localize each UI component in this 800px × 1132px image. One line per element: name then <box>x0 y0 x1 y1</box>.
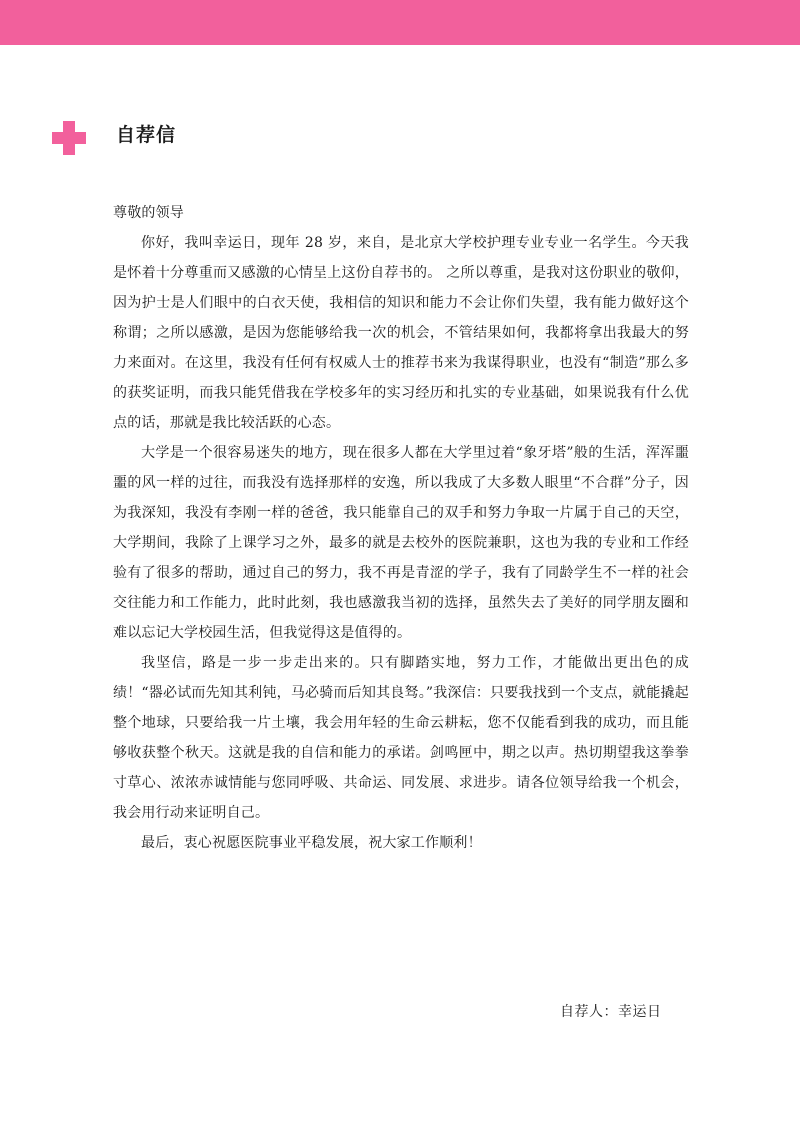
letter-body <box>113 198 689 858</box>
salutation: 尊敬的领导 <box>113 205 184 221</box>
page-title: 自荐信 <box>116 124 177 146</box>
top-accent-bar <box>0 0 800 45</box>
medical-cross-icon <box>52 121 86 155</box>
paragraph-closing: 最后，衷心祝愿医院事业平稳发展，祝大家工作顺利！ <box>141 835 482 851</box>
paragraph-intro: 你好，我叫幸运日，现年 28 岁，来自，是北京大学校护理专业专业一名学生。今天我是怀着十分尊重而又感激的心情呈上这份自荐书的。 之所以尊重，是我对这份职业的敬仰，因为护士是人们眼中的白衣天使，我相信的知识和能力不会让你们失望，我有能力做好这个称谓；之所以感激，是因为您能够给我一次的机会，不管结果如何，我都将拿出我最大的努力来面对。在这里，我没有任何有权威人士的推荐书来为我谋得职业，也没有“制造”那么多的获奖证明，而我只能凭借我在学校多年的实习经历和扎实的专业基础，如果说我有什么优点的话，那就是我比较活跃的心态。 <box>113 235 689 431</box>
paragraph-belief: 我坚信，路是一步一步走出来的。只有脚踏实地，努力工作，才能做出更出色的成绩！“器必试而先知其利钝，马必骑而后知其良驽。”我深信：只要我找到一个支点，就能撬起整个地球，只要给我一片土壤，我会用年轻的生命云耕耘，您不仅能看到我的成功，而且能够收获整个秋天。这就是我的自信和能力的承诺。剑鸣匣中，期之以声。热切期望我这拳拳寸草心、浓浓赤诚情能与您同呼吸、共命运、同发展、求进步。请各位领导给我一个机会，我会用行动来证明自己。 <box>113 655 689 821</box>
signature: 自荐人：幸运日 <box>560 1004 662 1020</box>
paragraph-university: 大学是一个很容易迷失的地方，现在很多人都在大学里过着“象牙塔”般的生活，浑浑噩噩的风一样的过往，而我没有选择那样的安逸，所以我成了大多数人眼里“不合群”分子，因为我深知，我没有李刚一样的爸爸，我只能靠自己的双手和努力争取一片属于自己的天空，大学期间，我除了上课学习之外，最多的就是去校外的医院兼职，这也为我的专业和工作经验有了很多的帮助，通过自己的努力，我不再是青涩的学子，我有了同龄学生不一样的社会交往能力和工作能力，此时此刻，我也感激我当初的选择，虽然失去了美好的同学朋友圈和难以忘记大学校园生活，但我觉得这是值得的。 <box>113 445 689 641</box>
